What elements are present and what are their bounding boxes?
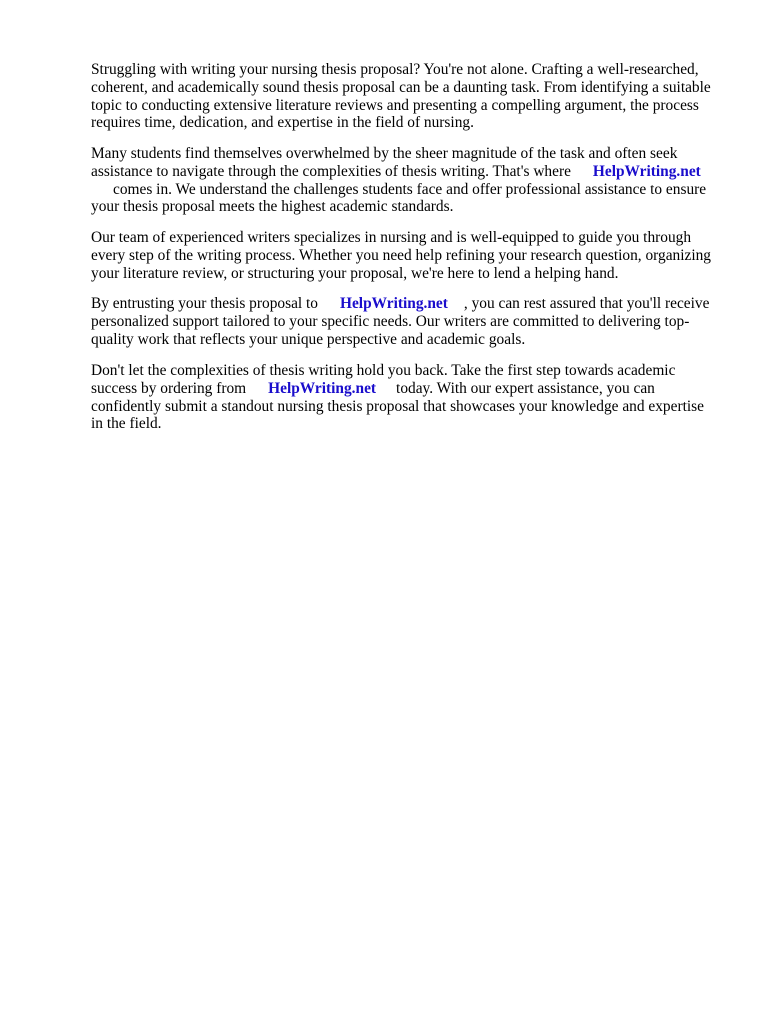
line-text: assistance to navigate through the complexities of thesis writing. That's where [91,162,571,180]
paragraph-line: your literature review, or structuring your proposal, we're here to lend a helping hand. [91,264,619,282]
line-text: success by ordering from [91,379,247,397]
paragraph-line: Many students find themselves overwhelmed by the sheer magnitude of the task and often seek [91,145,678,162]
helpwriting-link[interactable]: HelpWriting.net [592,162,701,180]
paragraph-line [91,380,704,398]
paragraph-line: your thesis proposal meets the highest academic standards. [91,198,454,216]
line-text: comes in. We understand the challenges students face and offer professional assistance to ensure [113,180,707,198]
helpwriting-link[interactable]: HelpWriting.net [268,379,377,397]
paragraph-line: confidently submit a standout nursing thesis proposal that showcases your knowledge and expertise [91,397,704,415]
paragraph-entrusting [91,295,709,348]
paragraph-line: requires time, dedication, and expertise in the field of nursing. [91,114,474,132]
paragraph-line [91,295,709,313]
paragraph-line: coherent, and academically sound thesis proposal can be a daunting task. From identifying a suitable [91,78,711,96]
line-text: today. With our expert assistance, you can [396,379,655,397]
paragraph-team [91,229,711,282]
paragraph-intro [91,61,711,132]
paragraph-students [91,145,706,216]
line-text: By entrusting your thesis proposal to [91,295,318,312]
paragraph-line [91,181,706,199]
paragraph-line: Don't let the complexities of thesis writing hold you back. Take the first step towards academic [91,362,676,379]
line-text: , you can rest assured that you'll receive [463,295,710,312]
paragraph-line: quality work that reflects your unique perspective and academic goals. [91,330,526,348]
paragraph-line: topic to conducting extensive literature reviews and presenting a compelling argument, the process [91,96,699,114]
paragraph-line: Our team of experienced writers specializes in nursing and is well-equipped to guide you through [91,229,692,246]
helpwriting-link[interactable]: HelpWriting.net [340,295,448,312]
paragraph-line [91,163,706,181]
paragraph-line: personalized support tailored to your specific needs. Our writers are committed to delivering top- [91,312,690,330]
paragraph-closing [91,362,704,433]
paragraph-line: every step of the writing process. Whether you need help refining your research question, organizing [91,246,711,264]
paragraph-line: Struggling with writing your nursing thesis proposal? You're not alone. Crafting a well-researched, [91,61,699,78]
paragraph-line: in the field. [91,415,162,433]
